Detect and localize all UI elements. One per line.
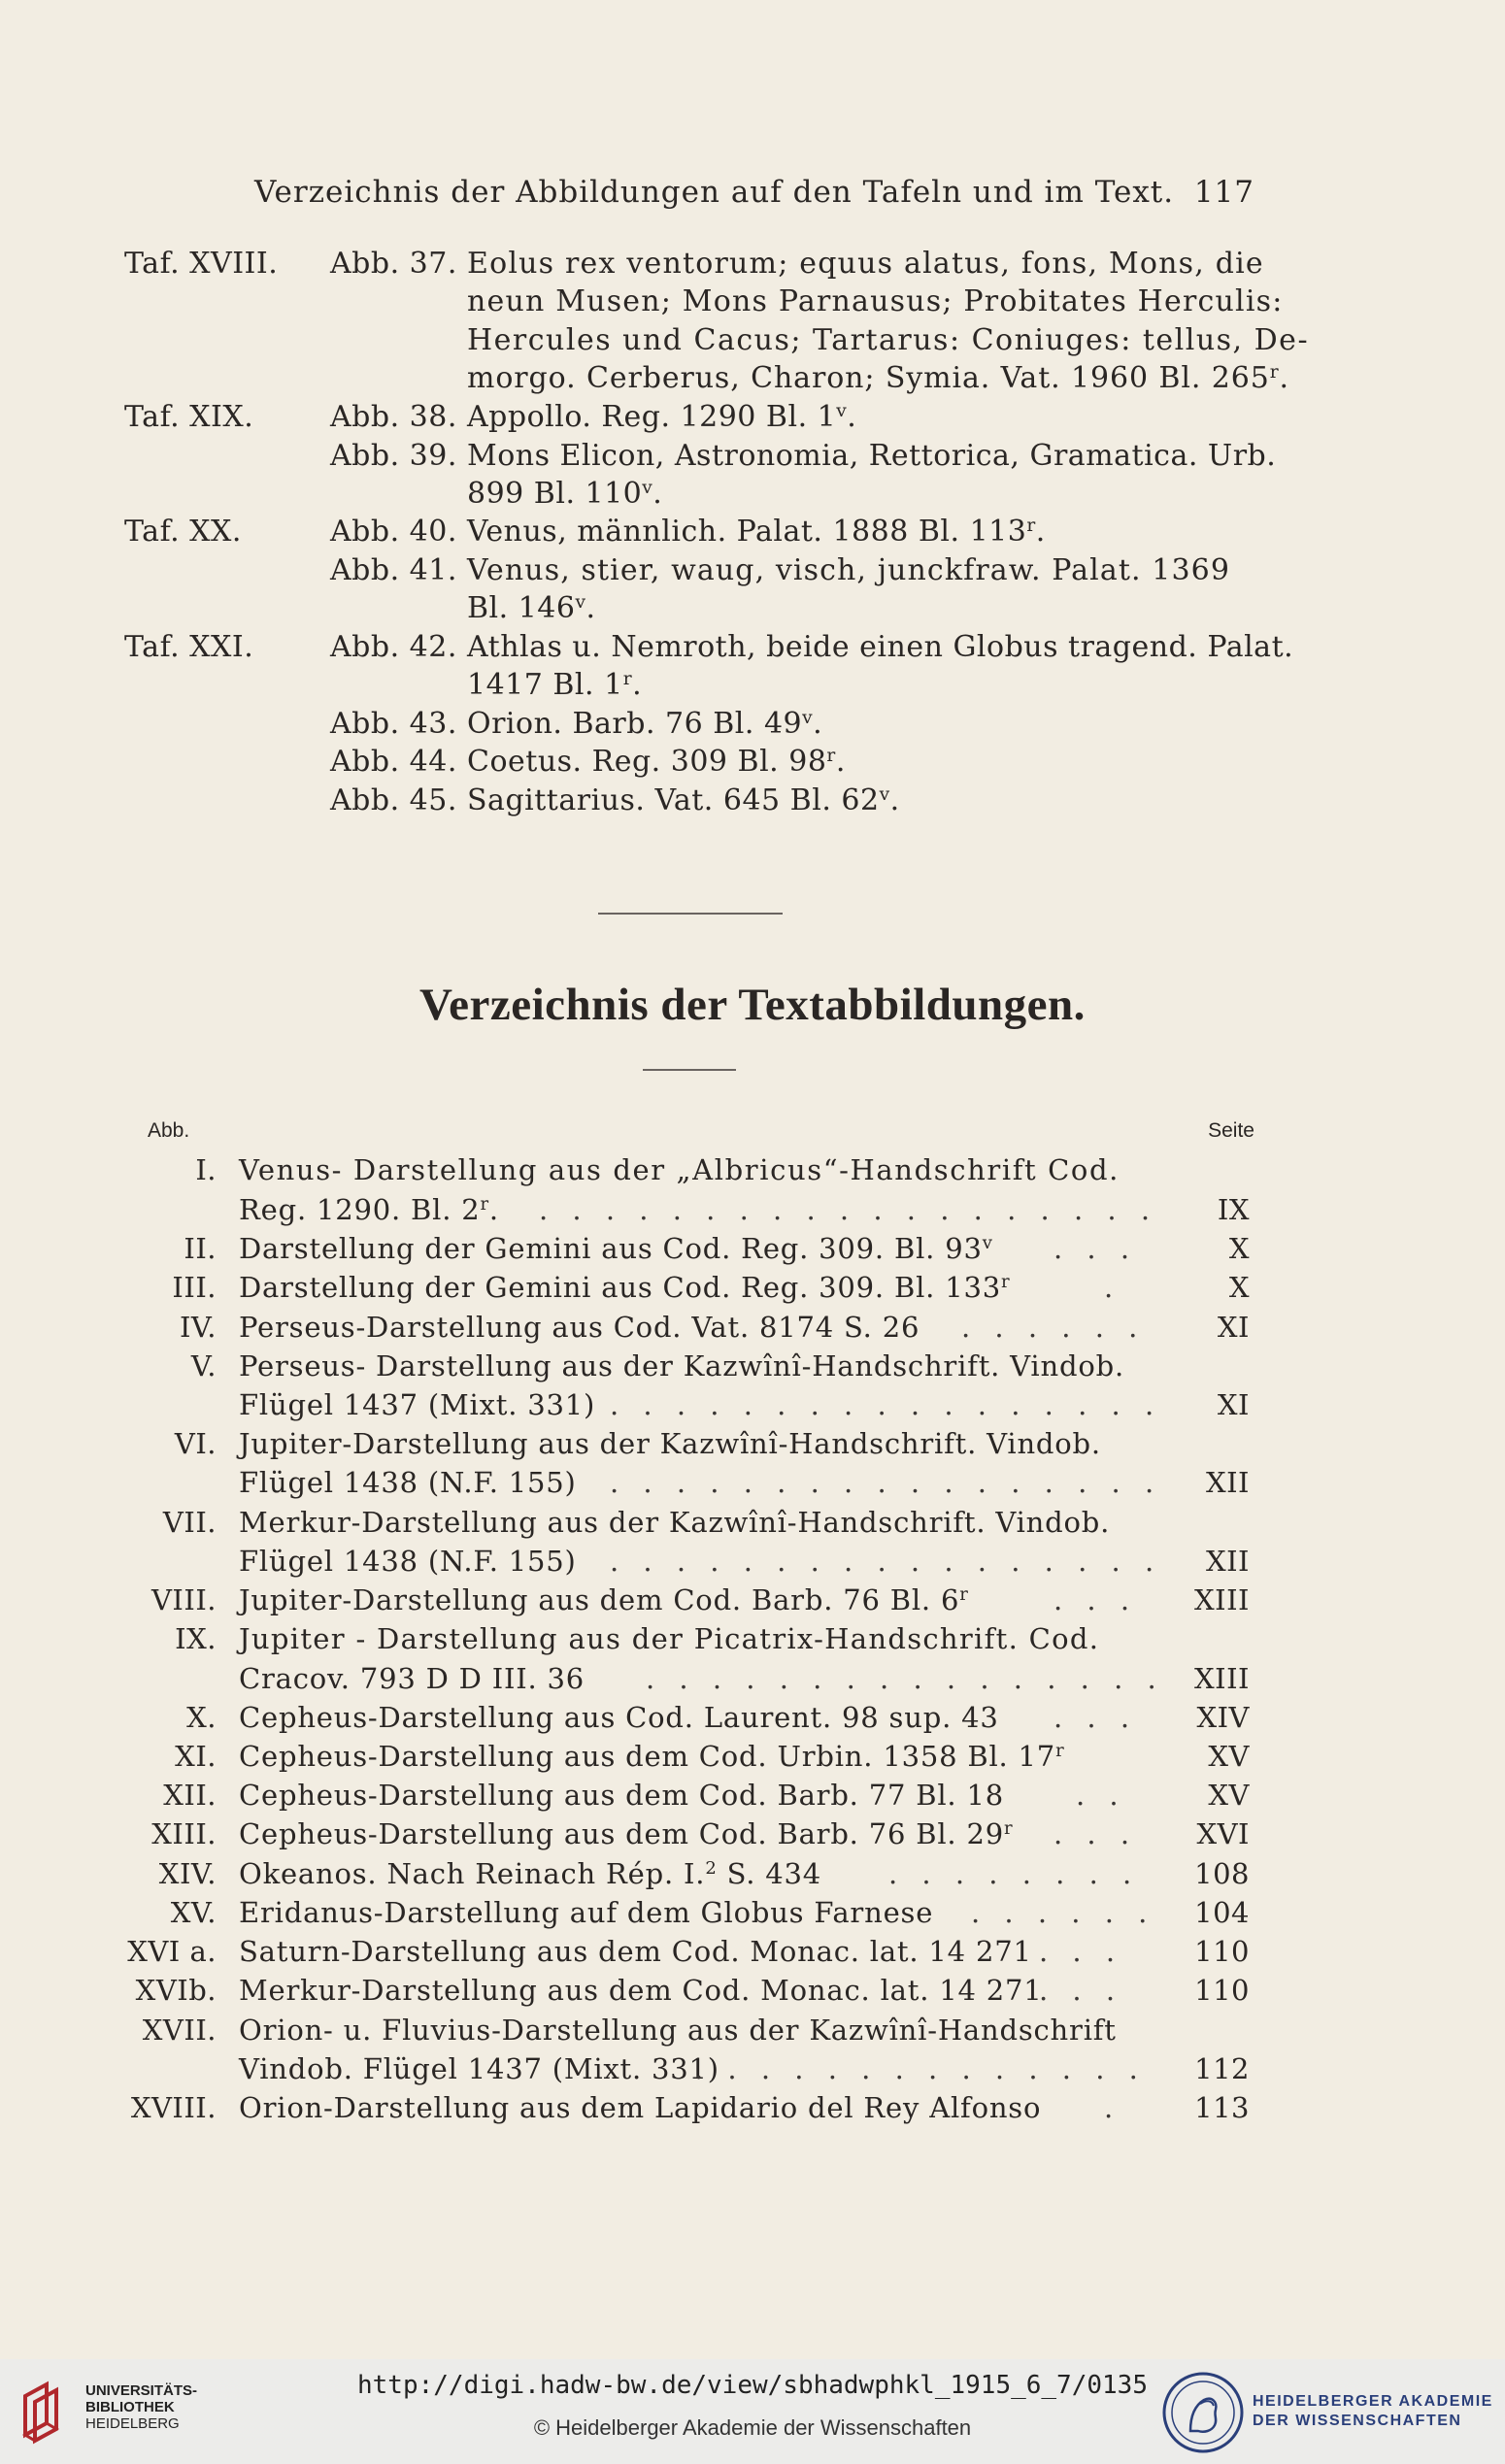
entry-title: Saturn-Darstellung aus dem Cod. Monac. lat. 14 271 bbox=[239, 1935, 1032, 1968]
entry-number: XI. bbox=[175, 1740, 217, 1773]
leader-dots: . . . bbox=[1054, 1232, 1138, 1265]
figure-caption-line: 899 Bl. 110$^v$. bbox=[467, 477, 663, 511]
entry-text: Cracov. 793 D D III. 36 bbox=[239, 1662, 585, 1695]
figure-caption-line: Athlas u. Nemroth, beide einen Globus tragend. Palat. bbox=[467, 630, 1294, 664]
figure-number: Abb. 44. bbox=[330, 745, 457, 779]
entry-page: X bbox=[1228, 1271, 1250, 1304]
leader-dots: . . . . . . . . . . . . . . . . . bbox=[610, 1466, 1162, 1499]
section-divider bbox=[643, 1069, 736, 1071]
leader-dots: . . . bbox=[1054, 1583, 1138, 1616]
figure-caption-line: Bl. 146$^v$. bbox=[467, 591, 596, 625]
leader-dots: . . bbox=[1076, 1779, 1126, 1812]
footer-bar bbox=[0, 2359, 1505, 2464]
entry-text: Flügel 1438 (N.F. 155) bbox=[239, 1466, 577, 1499]
figure-caption-line: Sagittarius. Vat. 645 Bl. 62$^v$. bbox=[467, 783, 900, 817]
entry-number: XIV. bbox=[158, 1857, 217, 1890]
entry-number: XVI a. bbox=[127, 1935, 217, 1968]
entry-page: 112 bbox=[1194, 2052, 1250, 2085]
entry-page: IX bbox=[1217, 1193, 1250, 1226]
leader-dots: . . . . . . . . . . . . . . . . . . . bbox=[539, 1193, 1158, 1226]
entry-page: XI bbox=[1217, 1311, 1250, 1344]
entry-page: XV bbox=[1208, 1740, 1250, 1773]
section-divider bbox=[598, 913, 783, 915]
entry-number: XIII. bbox=[151, 1817, 217, 1850]
entry-number: X. bbox=[186, 1701, 217, 1734]
plate-label: Taf. XVIII. bbox=[124, 247, 279, 281]
figure-caption-line: Appollo. Reg. 1290 Bl. 1$^v$. bbox=[467, 400, 857, 434]
entry-page: XII bbox=[1205, 1466, 1250, 1499]
entry-page: 113 bbox=[1194, 2091, 1250, 2124]
leader-dots: . bbox=[1104, 1271, 1121, 1304]
entry-text: Flügel 1437 (Mixt. 331) bbox=[239, 1388, 596, 1421]
running-head-title: Verzeichnis der Abbildungen auf den Tafeln und im Text. bbox=[254, 175, 1175, 210]
library-name: UNIVERSITÄTS- BIBLIOTHEK HEIDELBERG bbox=[85, 2382, 198, 2432]
entry-page: XI bbox=[1217, 1388, 1250, 1421]
leader-dots: . . . . . . . . . . . . . . bbox=[694, 2052, 1146, 2085]
column-header-abb: Abb. bbox=[148, 1119, 190, 1142]
figure-caption-line: Venus, stier, waug, visch, junckfraw. Palat. 1369 bbox=[467, 553, 1231, 587]
leader-dots: . . . bbox=[1054, 1701, 1138, 1734]
entry-title: Okeanos. Nach Reinach Rép. I.$^2$ S. 434 bbox=[239, 1857, 821, 1890]
entry-title: Cepheus-Darstellung aus dem Cod. Barb. 76 Bl. 29$^r$ bbox=[239, 1817, 1014, 1850]
entry-number: XVIb. bbox=[135, 1974, 217, 2007]
entry-title: Cepheus-Darstellung aus dem Cod. Barb. 77 Bl. 18 bbox=[239, 1779, 1004, 1812]
academy-name: HEIDELBERGER AKADEMIE DER WISSENSCHAFTEN bbox=[1253, 2393, 1493, 2429]
entry-number: VII. bbox=[162, 1506, 217, 1539]
entry-page: XII bbox=[1205, 1545, 1250, 1578]
entry-number: XVII. bbox=[142, 2014, 217, 2047]
plate-label: Taf. XX. bbox=[124, 515, 242, 549]
entry-title: Jupiter-Darstellung aus dem Cod. Barb. 76 Bl. 6$^r$ bbox=[239, 1583, 969, 1616]
figure-caption-line: Eolus rex ventorum; equus alatus, fons, Mons, die bbox=[467, 247, 1264, 281]
figure-caption-line: Venus, männlich. Palat. 1888 Bl. 113$^r$. bbox=[467, 515, 1046, 549]
entry-text: Vindob. Flügel 1437 (Mixt. 331) bbox=[239, 2052, 719, 2085]
entry-title: Jupiter-Darstellung aus der Kazwînî-Handschrift. Vindob. bbox=[239, 1427, 1101, 1460]
figure-caption-line: 1417 Bl. 1$^r$. bbox=[467, 668, 643, 702]
entry-number: XV. bbox=[170, 1896, 217, 1929]
entry-title: Cepheus-Darstellung aus dem Cod. Urbin. 1358 Bl. 17$^r$ bbox=[239, 1740, 1065, 1773]
entry-page: XIII bbox=[1193, 1583, 1250, 1616]
entry-title: Merkur-Darstellung aus dem Cod. Monac. lat. 14 271 bbox=[239, 1974, 1043, 2007]
academy-logo[interactable] bbox=[1161, 2371, 1493, 2458]
entry-title: Darstellung der Gemini aus Cod. Reg. 309. Bl. 93$^v$ bbox=[239, 1232, 993, 1265]
entry-number: IV. bbox=[179, 1311, 217, 1344]
entry-title: Orion-Darstellung aus dem Lapidario del Rey Alfonso bbox=[239, 2091, 1042, 2124]
leader-dots: . . . . . . . . . . . . . . . . bbox=[646, 1662, 1164, 1695]
entry-number: II. bbox=[184, 1232, 217, 1265]
figure-number: Abb. 45. bbox=[330, 783, 457, 817]
figure-number: Abb. 38. bbox=[330, 400, 457, 434]
entry-title: Perseus- Darstellung aus der Kazwînî-Handschrift. Vindob. bbox=[239, 1349, 1124, 1382]
entry-page: 104 bbox=[1194, 1896, 1250, 1929]
figure-number: Abb. 40. bbox=[330, 515, 457, 549]
figure-number: Abb. 37. bbox=[330, 247, 457, 281]
entry-text: Reg. 1290. Bl. 2$^r$. bbox=[239, 1193, 499, 1226]
leader-dots: . . . . . . . . . . . . . . . . . bbox=[610, 1388, 1162, 1421]
figure-number: Abb. 43. bbox=[330, 707, 457, 741]
leader-dots: . . . . . . bbox=[961, 1311, 1146, 1344]
academy-seal-icon bbox=[1161, 2371, 1245, 2454]
section-heading: Verzeichnis der Textabbildungen. bbox=[419, 980, 1086, 1030]
leader-dots: . . . bbox=[1054, 1817, 1138, 1850]
leader-dots: . . . bbox=[1039, 1974, 1123, 2007]
entry-page: XV bbox=[1208, 1779, 1250, 1812]
figure-caption-line: Coetus. Reg. 309 Bl. 98$^r$. bbox=[467, 745, 846, 779]
leader-dots: . . . . . . bbox=[971, 1896, 1155, 1929]
entry-title: Darstellung der Gemini aus Cod. Reg. 309. Bl. 133$^r$ bbox=[239, 1271, 1011, 1304]
entry-title: Perseus-Darstellung aus Cod. Vat. 8174 S. 26 bbox=[239, 1311, 920, 1344]
entry-page: XVI bbox=[1196, 1817, 1250, 1850]
entry-title: Eridanus-Darstellung auf dem Globus Farnese bbox=[239, 1896, 934, 1929]
page-number: 117 bbox=[1193, 175, 1254, 210]
entry-number: VI. bbox=[174, 1427, 217, 1460]
figure-caption-line: Hercules und Cacus; Tartarus: Coniuges: tellus, De- bbox=[467, 323, 1310, 357]
entry-page: 110 bbox=[1194, 1974, 1250, 2007]
entry-title: Orion- u. Fluvius-Darstellung aus der Kazwînî-Handschrift bbox=[239, 2014, 1117, 2047]
leader-dots: . . . bbox=[1039, 1935, 1123, 1968]
entry-page: XIII bbox=[1193, 1662, 1250, 1695]
copyright-notice: © Heidelberger Akademie der Wissenschaften bbox=[533, 2415, 972, 2440]
column-header-seite: Seite bbox=[1208, 1119, 1254, 1142]
entry-title: Jupiter - Darstellung aus der Picatrix-Handschrift. Cod. bbox=[239, 1622, 1100, 1655]
entry-page: 110 bbox=[1194, 1935, 1250, 1968]
permalink-url[interactable]: http://digi.hadw-bw.de/view/sbhadwphkl_1915_6_7/0135 bbox=[357, 2371, 1148, 2400]
plate-label: Taf. XIX. bbox=[124, 400, 254, 434]
figure-caption-line: morgo. Cerberus, Charon; Symia. Vat. 1960 Bl. 265$^r$. bbox=[467, 361, 1289, 395]
entry-text: Flügel 1438 (N.F. 155) bbox=[239, 1545, 577, 1578]
entry-title: Venus- Darstellung aus der „Albricus“-Handschrift Cod. bbox=[239, 1153, 1120, 1186]
entry-number: XVIII. bbox=[130, 2091, 217, 2124]
figure-number: Abb. 39. bbox=[330, 439, 457, 473]
entry-title: Cepheus-Darstellung aus Cod. Laurent. 98 sup. 43 bbox=[239, 1701, 999, 1734]
entry-number: VIII. bbox=[150, 1583, 217, 1616]
entry-title: Merkur-Darstellung aus der Kazwînî-Handschrift. Vindob. bbox=[239, 1506, 1111, 1539]
figure-caption-line: Mons Elicon, Astronomia, Rettorica, Gramatica. Urb. bbox=[467, 439, 1277, 473]
figure-number: Abb. 41. bbox=[330, 553, 457, 587]
plate-label: Taf. XXI. bbox=[124, 630, 254, 664]
figure-caption-line: Orion. Barb. 76 Bl. 49$^v$. bbox=[467, 707, 823, 741]
running-head bbox=[254, 175, 1254, 210]
figure-number: Abb. 42. bbox=[330, 630, 457, 664]
figure-caption-line: neun Musen; Mons Parnausus; Probitates Herculis: bbox=[467, 284, 1284, 318]
entry-number: I. bbox=[195, 1153, 217, 1186]
entry-page: X bbox=[1228, 1232, 1250, 1265]
leader-dots: . . . . . . . . . . . . . . . . . bbox=[610, 1545, 1162, 1578]
entry-page: XIV bbox=[1196, 1701, 1250, 1734]
leader-dots: . . . . . . . . bbox=[888, 1857, 1140, 1890]
entry-number: XII. bbox=[163, 1779, 217, 1812]
entry-page: 108 bbox=[1194, 1857, 1250, 1890]
leader-dots: . bbox=[1104, 2091, 1121, 2124]
entry-number: III. bbox=[172, 1271, 217, 1304]
entry-number: V. bbox=[190, 1349, 217, 1382]
entry-number: IX. bbox=[175, 1622, 217, 1655]
